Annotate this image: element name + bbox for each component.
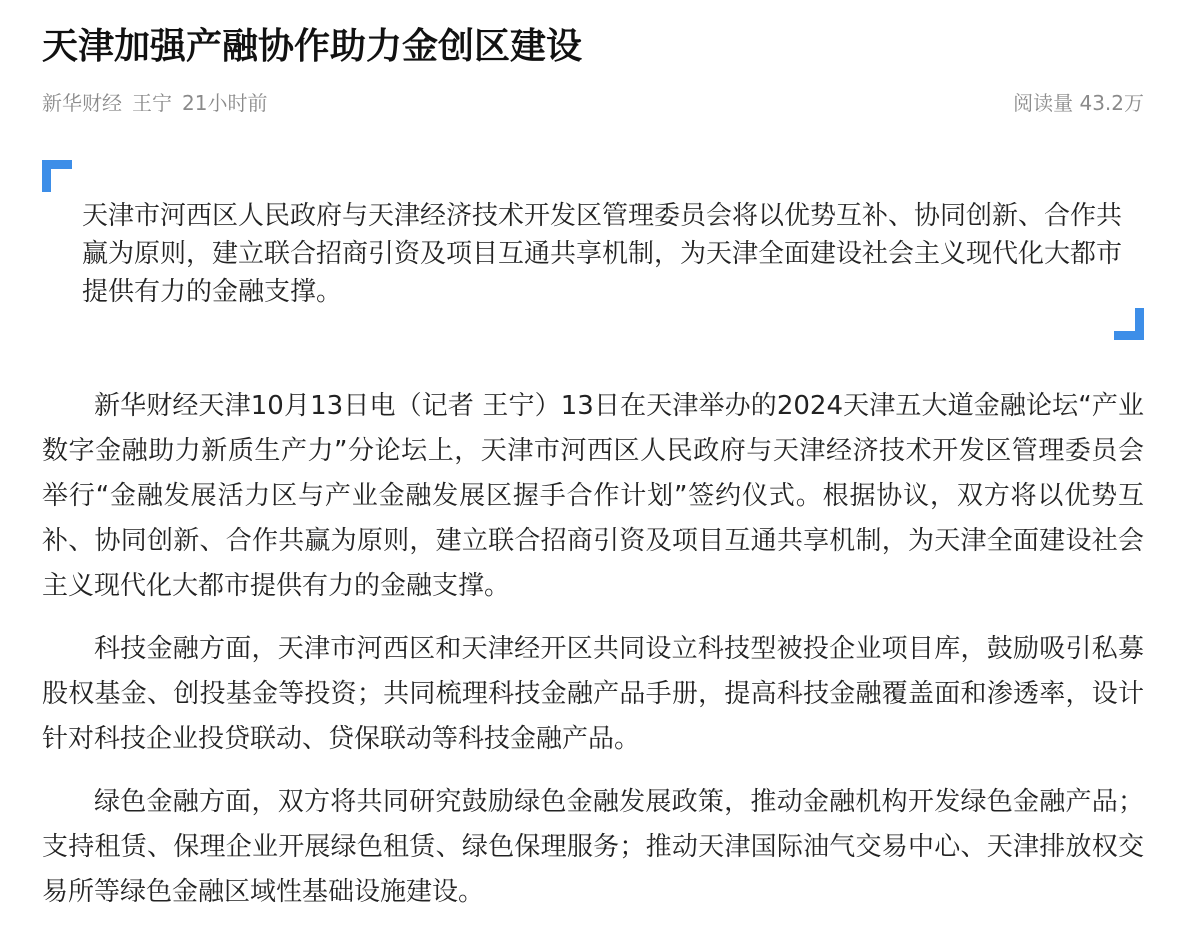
body-paragraph: 科技金融方面，天津市河西区和天津经开区共同设立科技型被投企业项目库，鼓励吸引私募股权基金、创投基金等投资；共同梳理科技金融产品手册，提高科技金融覆盖面和渗透率，设计针对科技企业投贷联动、贷保联动等科技金融产品。 bbox=[42, 634, 1144, 754]
article-meta bbox=[42, 88, 1144, 118]
read-count: 阅读量 43.2万 bbox=[1013, 91, 1144, 115]
body-paragraph: 新华财经天津10月13日电（记者 王宁）13日在天津举办的2024天津五大道金融论坛“产业数字金融助力新质生产力”分论坛上，天津市河西区人民政府与天津经济技术开发区管理委员会举行“金融发展活力区与产业金融发展区握手合作计划”签约仪式。根据协议，双方将以优势互补、协同创新、合作共赢为原则，建立联合招商引资及项目互通共享机制，为天津全面建设社会主义现代化大都市提供有力的金融支撑。 bbox=[42, 391, 1144, 601]
quote-close-icon bbox=[1114, 308, 1144, 340]
article-body bbox=[42, 384, 1144, 933]
summary-text: 天津市河西区人民政府与天津经济技术开发区管理委员会将以优势互补、协同创新、合作共赢为原则，建立联合招商引资及项目互通共享机制，为天津全面建设社会主义现代化大都市提供有力的金融支撑。 bbox=[82, 201, 1123, 307]
quote-open-icon bbox=[42, 160, 72, 192]
publish-time: 21小时前 bbox=[182, 91, 268, 115]
article-title: 天津加强产融协作助力金创区建设 bbox=[42, 26, 583, 67]
meta-byline bbox=[42, 88, 277, 118]
body-paragraph: 绿色金融方面，双方将共同研究鼓励绿色金融发展政策，推动金融机构开发绿色金融产品；支持租赁、保理企业开展绿色租赁、绿色保理服务；推动天津国际油气交易中心、天津排放权交易所等绿色金融区域性基础设施建设。 bbox=[42, 787, 1144, 907]
author-name: 王宁 bbox=[132, 91, 172, 115]
summary-box bbox=[42, 160, 1144, 340]
source-name[interactable]: 新华财经 bbox=[42, 91, 122, 115]
